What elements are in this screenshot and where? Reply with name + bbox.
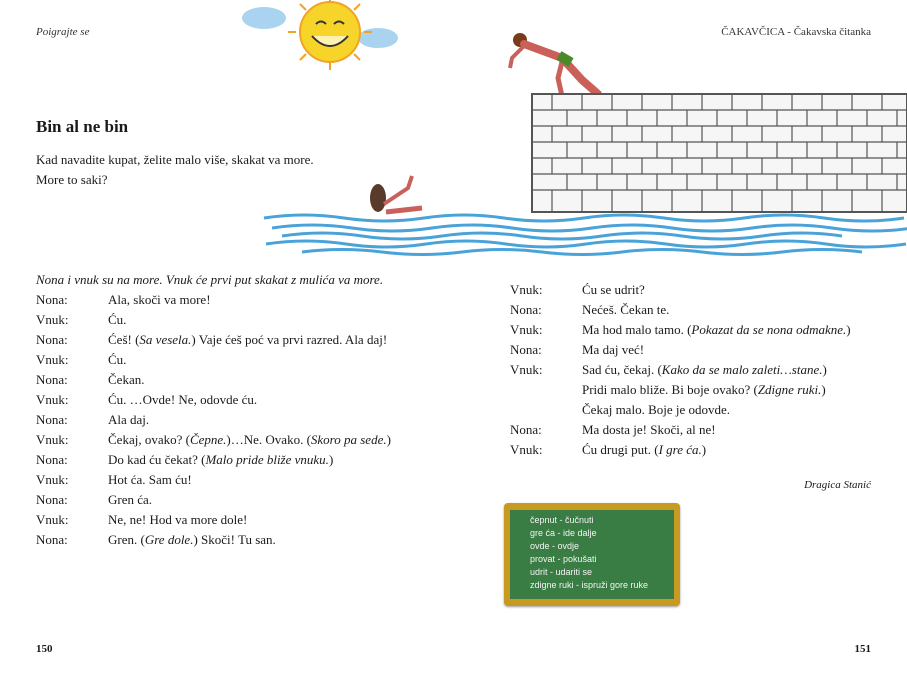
spoken-text: Ću.	[108, 352, 127, 367]
spoken-text: )	[846, 322, 851, 337]
glossary-entry: zdigne ruki - ispruži gore ruke	[530, 580, 649, 590]
glossary-entry: provat - pokušati	[530, 554, 597, 564]
speaker-label: Vnuk:	[36, 512, 69, 527]
cloud-left	[242, 7, 286, 29]
stage-direction: Gre dole.	[144, 532, 194, 547]
dialogue-text	[108, 512, 247, 528]
dialogue-text	[108, 392, 257, 408]
intro-line: More to saki?	[36, 172, 108, 187]
speaker-label: Nona:	[36, 292, 68, 307]
spoken-text: Ala, skoči va more!	[108, 292, 211, 307]
stage-direction: Kako da se malo zaleti…stane.	[661, 362, 823, 377]
dialogue-text	[108, 292, 211, 308]
dialogue-text	[582, 362, 827, 378]
stage-direction: Zdigne ruki.	[757, 382, 822, 397]
speaker-label: Vnuk:	[510, 322, 543, 337]
swimming-nona	[370, 176, 422, 212]
speaker-label: Vnuk:	[36, 392, 69, 407]
spoken-text: Ćeš! (	[108, 332, 140, 347]
dialogue-right	[510, 282, 890, 472]
dialogue-text	[582, 342, 644, 358]
stage-direction: Sa vesela.	[139, 332, 192, 347]
page-number-left: 150	[36, 643, 53, 655]
dialogue-text	[582, 322, 851, 338]
speaker-label: Nona:	[36, 452, 68, 467]
speaker-label: Nona:	[510, 302, 542, 317]
speaker-label: Vnuk:	[510, 362, 543, 377]
speaker-label: Nona:	[510, 422, 542, 437]
spoken-text: )	[701, 442, 707, 457]
speaker-label: Vnuk:	[36, 472, 69, 487]
glossary-entry: ovde - ovdje	[530, 541, 580, 551]
speaker-label: Nona:	[36, 372, 68, 387]
speaker-label: Vnuk:	[36, 312, 69, 327]
page-number-right: 151	[854, 643, 871, 655]
spoken-text: ) Skoči! Tu san.	[193, 532, 276, 547]
diving-boy	[510, 33, 598, 96]
spoken-text: Gren. (	[108, 532, 145, 547]
spoken-text: Ću. …Ovde! Ne, odovde ću.	[108, 392, 258, 407]
spoken-text: Ma hod malo tamo. (	[582, 322, 692, 337]
glossary-board	[504, 503, 680, 606]
running-header-left: Poigrajte se	[36, 26, 90, 38]
spoken-text: Ne, ne! Hod va more dole!	[108, 512, 248, 527]
spoken-text: )	[821, 382, 826, 397]
spoken-text: Gren ća.	[108, 492, 153, 507]
dialogue-text	[582, 442, 706, 458]
spoken-text: Pridi malo bliže. Bi boje ovako? (	[582, 382, 758, 397]
spoken-text: )	[822, 362, 827, 377]
spoken-text: Ću se udrit?	[582, 282, 645, 297]
stage-direction: Skoro pa sede.	[310, 432, 387, 447]
spoken-text: Ma dosta je! Skoči, al ne!	[582, 422, 716, 437]
dialogue-text	[582, 302, 669, 318]
dialogue-text	[582, 422, 716, 438]
glossary-entry: udrit - udariti se	[530, 567, 593, 577]
dialogue-left	[36, 292, 456, 562]
spoken-text: Ma daj već!	[582, 342, 645, 357]
stage-direction: Čepne.	[189, 432, 227, 447]
author-signature: Dragica Stanić	[804, 479, 871, 491]
dialogue-text	[582, 402, 730, 418]
dialogue-text	[582, 282, 645, 298]
stage-direction: Pokazat da se nona odmakne.	[691, 322, 847, 337]
dialogue-text	[108, 492, 152, 508]
spoken-text: Čekaj malo. Boje je odovde.	[582, 402, 731, 417]
spoken-text: Hot ća. Sam ću!	[108, 472, 192, 487]
spoken-text: Ala daj.	[108, 412, 150, 427]
speaker-label: Vnuk:	[36, 432, 69, 447]
dialogue-text	[108, 532, 276, 548]
spoken-text: Do kad ću čekat? (	[108, 452, 206, 467]
spoken-text: Čekan.	[108, 372, 145, 387]
story-title: Bin al ne bin	[36, 117, 129, 136]
dialogue-text	[108, 412, 149, 428]
stage-direction: Malo pride bliže vnuku.	[205, 452, 329, 467]
dialogue-text	[108, 472, 192, 488]
glossary-board-surface	[510, 510, 674, 599]
dialogue-text	[108, 352, 126, 368]
speaker-label: Nona:	[510, 342, 542, 357]
speaker-label: Nona:	[36, 412, 68, 427]
speaker-label: Nona:	[36, 332, 68, 347]
spoken-text: Čekaj, ovako? (	[108, 432, 190, 447]
dialogue-text	[108, 452, 333, 468]
sea-water	[264, 215, 907, 255]
dialogue-text	[108, 432, 391, 448]
speaker-label: Vnuk:	[36, 352, 69, 367]
spoken-text: Ću.	[108, 312, 127, 327]
stage-direction: I gre ća.	[658, 442, 702, 457]
glossary-entry: čepnut - čučnuti	[530, 515, 594, 525]
speaker-label: Vnuk:	[510, 282, 543, 297]
spoken-text: Ću drugi put. (	[582, 442, 659, 457]
scene-direction: Nona i vnuk su na more. Vnuk će prvi put skakat z mulića va more.	[36, 272, 384, 287]
dialogue-text	[108, 332, 387, 348]
spoken-text: )	[386, 432, 391, 447]
spoken-text: )…Ne. Ovako. (	[226, 432, 311, 447]
speaker-label: Vnuk:	[510, 442, 543, 457]
pier-illustration	[262, 28, 907, 258]
intro-paragraph	[36, 150, 314, 190]
spoken-text: ) Vaje ćeš poć va prvi razred. Ala daj!	[191, 332, 388, 347]
intro-line: Kad navadite kupat, želite malo više, skakat va more.	[36, 152, 314, 167]
dialogue-text	[108, 312, 126, 328]
stone-wall	[532, 94, 907, 212]
speaker-label: Nona:	[36, 492, 68, 507]
dialogue-text	[108, 372, 144, 388]
glossary-entry: gre ća - ide dalje	[530, 528, 597, 538]
speaker-label: Nona:	[36, 532, 68, 547]
dialogue-text	[582, 382, 826, 398]
running-header-right: ČAKAVČICA - Čakavska čitanka	[721, 26, 871, 38]
spoken-text: Nećeš. Čekan te.	[582, 302, 670, 317]
spoken-text: )	[328, 452, 334, 467]
spoken-text: Sad ću, čekaj. (	[582, 362, 662, 377]
